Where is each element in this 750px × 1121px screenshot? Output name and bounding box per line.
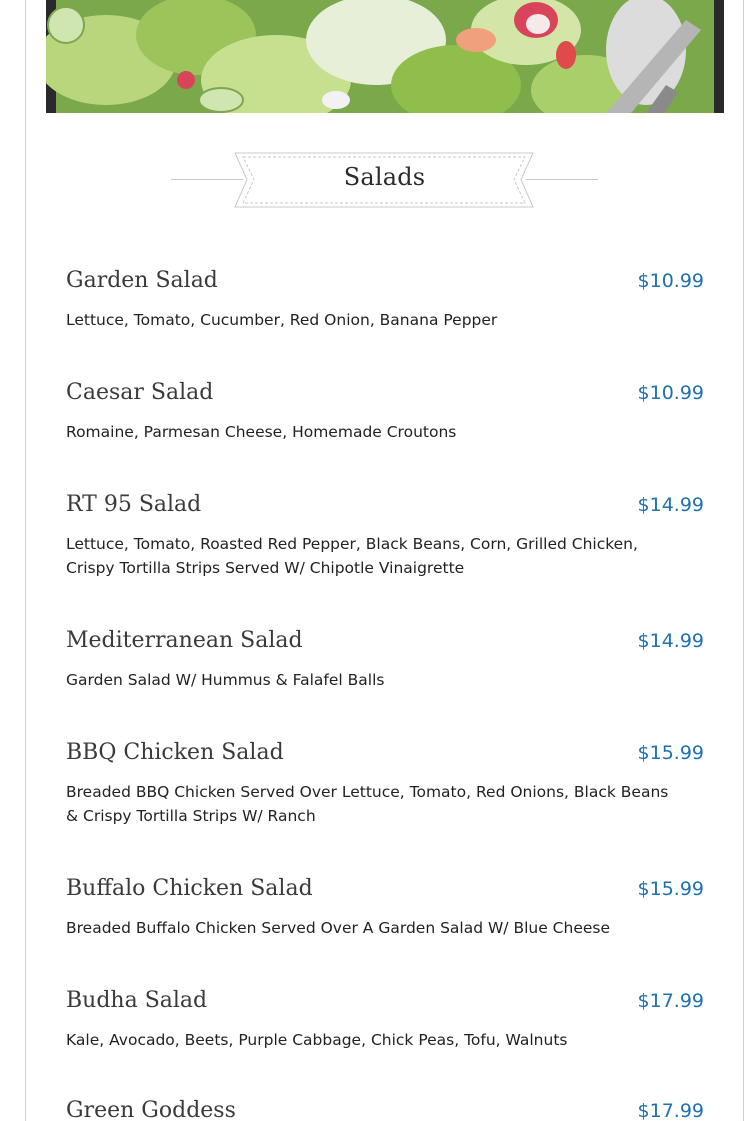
item-name: Budha Salad	[66, 988, 208, 1013]
item-name: Caesar Salad	[66, 380, 214, 405]
salad-hero-image	[46, 0, 724, 113]
item-description: Breaded BBQ Chicken Served Over Lettuce, Tomato, Red Onions, Black Beans & Crispy Tortilla Strips W/ Ranch	[66, 783, 669, 825]
item-description: Lettuce, Tomato, Roasted Red Pepper, Black Beans, Corn, Grilled Chicken, Crispy Tortilla Strips Served W/ Chipotle Vinaigrette	[66, 535, 638, 577]
item-description: Breaded Buffalo Chicken Served Over A Garden Salad W/ Blue Cheese	[66, 919, 611, 937]
item-price: $14.99	[637, 630, 704, 652]
item-price: $15.99	[637, 742, 704, 764]
item-price: $17.99	[637, 1100, 704, 1121]
item-price: $10.99	[637, 270, 704, 292]
item-name: RT 95 Salad	[66, 492, 202, 517]
item-price: $14.99	[637, 494, 704, 516]
item-price: $17.99	[637, 990, 704, 1012]
item-name: Buffalo Chicken Salad	[66, 876, 313, 901]
item-description: Kale, Avocado, Beets, Purple Cabbage, Chick Peas, Tofu, Walnuts	[66, 1031, 568, 1049]
item-name: BBQ Chicken Salad	[66, 740, 284, 765]
item-name: Green Goddess	[66, 1098, 236, 1121]
item-price: $15.99	[637, 878, 704, 900]
item-name: Mediterranean Salad	[66, 628, 303, 653]
item-name: Garden Salad	[66, 268, 218, 293]
salad-photo-graphic	[46, 0, 724, 113]
section-heading	[171, 150, 598, 210]
item-description: Lettuce, Tomato, Cucumber, Red Onion, Banana Pepper	[66, 311, 498, 329]
item-price: $10.99	[637, 382, 704, 404]
section-title: Salads	[343, 163, 426, 191]
item-description: Romaine, Parmesan Cheese, Homemade Croutons	[66, 423, 457, 441]
item-description: Garden Salad W/ Hummus & Falafel Balls	[66, 671, 385, 689]
